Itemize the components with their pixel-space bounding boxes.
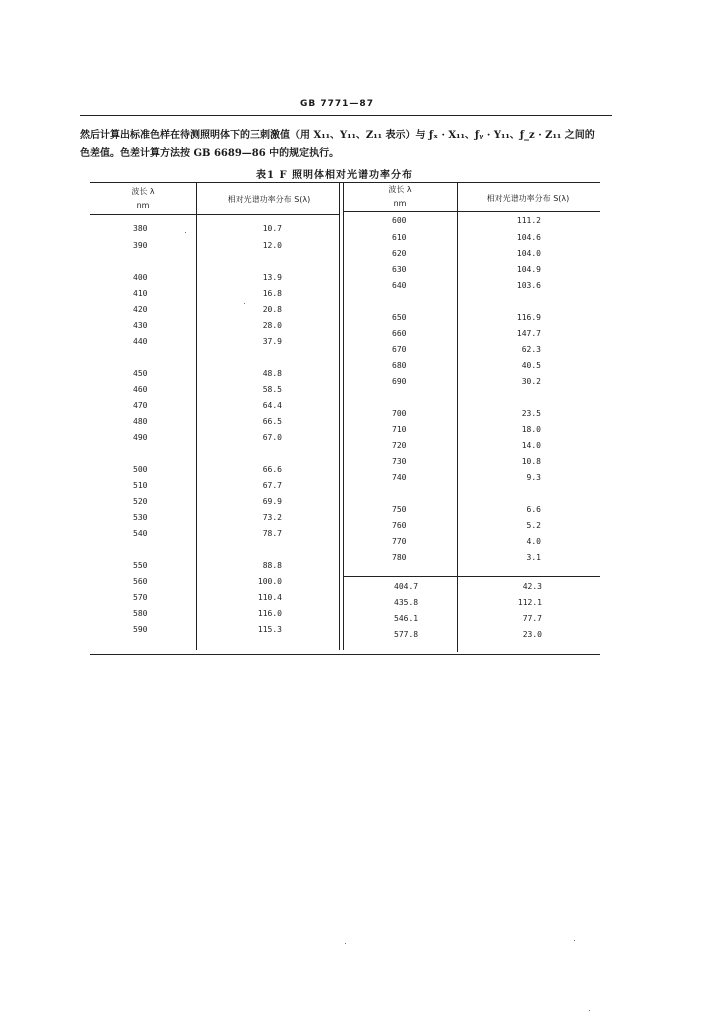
wavelength-cell: 530 xyxy=(133,513,148,522)
spd-value-cell: 147.7 xyxy=(516,329,541,338)
spd-value-cell: 20.8 xyxy=(262,305,282,314)
spd-value-cell: 6.6 xyxy=(526,505,541,514)
spd-value-cell: 3.1 xyxy=(526,553,541,562)
spd-value-cell: 69.9 xyxy=(262,497,282,506)
spd-value-cell: 16.8 xyxy=(262,289,282,298)
wavelength-cell: 550 xyxy=(133,561,148,570)
spd-value-cell: 67.7 xyxy=(262,481,282,490)
col3-header-unit: nm xyxy=(393,199,407,208)
paragraph-line-2: 色差值。色差计算方法按 GB 6689—86 中的规定执行。 xyxy=(80,148,340,159)
col3-header-label: 波长 λ xyxy=(388,185,412,194)
table-caption: 表1 F 照明体相对光谱功率分布 xyxy=(256,170,414,181)
table-extra-section-rule xyxy=(343,576,600,577)
table-bottom-rule xyxy=(90,654,600,655)
spd-value-cell: 28.0 xyxy=(262,321,282,330)
spd-value-cell: 48.8 xyxy=(262,369,282,378)
wavelength-cell: 620 xyxy=(392,249,407,258)
col2-header-spd: 相对光谱功率分布 S(λ) xyxy=(227,195,311,204)
spd-value-cell: 37.9 xyxy=(262,337,282,346)
spd-value-cell: 64.4 xyxy=(262,401,282,410)
wavelength-cell: 404.7 xyxy=(394,582,419,591)
table-divider-col3 xyxy=(457,182,458,652)
wavelength-cell: 660 xyxy=(392,329,407,338)
spd-value-cell: 103.6 xyxy=(516,281,541,290)
spd-value-cell: 14.0 xyxy=(521,441,541,450)
wavelength-cell: 680 xyxy=(392,361,407,370)
col1-header-wavelength xyxy=(110,186,176,210)
spd-value-cell: 18.0 xyxy=(521,425,541,434)
spd-value-cell: 10.7 xyxy=(262,224,282,233)
scan-speck xyxy=(185,232,186,233)
spd-value-cell: 4.0 xyxy=(526,537,541,546)
table-divider-middle-a xyxy=(339,182,340,650)
spd-value-cell: 111.2 xyxy=(516,216,541,225)
wavelength-cell: 600 xyxy=(392,216,407,225)
spd-value-cell: 73.2 xyxy=(262,513,282,522)
wavelength-cell: 430 xyxy=(133,321,148,330)
spd-value-cell: 88.8 xyxy=(262,561,282,570)
spd-value-cell: 100.0 xyxy=(257,577,282,586)
wavelength-cell: 577.8 xyxy=(394,630,419,639)
wavelength-cell: 410 xyxy=(133,289,148,298)
wavelength-cell: 580 xyxy=(133,609,148,618)
col4-header-spd: 相对光谱功率分布 S(λ) xyxy=(486,194,570,203)
wavelength-cell: 730 xyxy=(392,457,407,466)
wavelength-cell: 640 xyxy=(392,281,407,290)
wavelength-cell: 700 xyxy=(392,409,407,418)
spd-value-cell: 23.5 xyxy=(521,409,541,418)
spd-value-cell: 116.9 xyxy=(516,313,541,322)
spd-value-cell: 110.4 xyxy=(257,593,282,602)
spd-value-cell: 23.0 xyxy=(522,630,542,639)
spd-value-cell: 12.0 xyxy=(262,241,282,250)
spd-value-cell: 58.5 xyxy=(262,385,282,394)
wavelength-cell: 460 xyxy=(133,385,148,394)
spd-value-cell: 66.5 xyxy=(262,417,282,426)
wavelength-cell: 390 xyxy=(133,241,148,250)
wavelength-cell: 650 xyxy=(392,313,407,322)
spd-value-cell: 66.6 xyxy=(262,465,282,474)
spd-value-cell: 104.0 xyxy=(516,249,541,258)
wavelength-cell: 720 xyxy=(392,441,407,450)
spd-value-cell: 30.2 xyxy=(521,377,541,386)
wavelength-cell: 450 xyxy=(133,369,148,378)
standard-code-header: GB 7771—87 xyxy=(300,99,374,109)
wavelength-cell: 510 xyxy=(133,481,148,490)
wavelength-cell: 540 xyxy=(133,529,148,538)
col1-header-label: 波长 λ xyxy=(131,187,155,196)
spd-value-cell: 77.7 xyxy=(522,614,542,623)
table-top-rule xyxy=(90,182,600,183)
spd-value-cell: 104.6 xyxy=(516,233,541,242)
wavelength-cell: 546.1 xyxy=(394,614,419,623)
spd-value-cell: 67.0 xyxy=(262,433,282,442)
table-divider-col1 xyxy=(196,182,197,650)
spd-value-cell: 40.5 xyxy=(521,361,541,370)
wavelength-cell: 435.8 xyxy=(394,598,419,607)
spd-value-cell: 5.2 xyxy=(526,521,541,530)
wavelength-cell: 490 xyxy=(133,433,148,442)
spd-value-cell: 116.0 xyxy=(257,609,282,618)
spd-value-cell: 78.7 xyxy=(262,529,282,538)
wavelength-cell: 520 xyxy=(133,497,148,506)
wavelength-cell: 560 xyxy=(133,577,148,586)
scan-speck xyxy=(345,943,346,944)
spd-value-cell: 9.3 xyxy=(526,473,541,482)
spd-value-cell: 104.9 xyxy=(516,265,541,274)
header-rule xyxy=(80,115,612,116)
wavelength-cell: 570 xyxy=(133,593,148,602)
col3-header-wavelength xyxy=(360,184,440,208)
table-header-rule-right xyxy=(343,211,600,212)
wavelength-cell: 630 xyxy=(392,265,407,274)
wavelength-cell: 440 xyxy=(133,337,148,346)
paragraph-line-1: 然后计算出标准色样在待测照明体下的三刺激值（用 X₁₁、Y₁₁、Z₁₁ 表示）与 ƒₓ · X₁₁、ƒᵧ · Y₁₁、ƒ_z · Z₁₁ 之间的 xyxy=(80,130,595,141)
spd-value-cell: 42.3 xyxy=(522,582,542,591)
wavelength-cell: 690 xyxy=(392,377,407,386)
body-paragraph xyxy=(80,127,610,163)
wavelength-cell: 780 xyxy=(392,553,407,562)
table-divider-middle-b xyxy=(343,182,344,650)
wavelength-cell: 760 xyxy=(392,521,407,530)
scan-speck xyxy=(244,303,245,304)
wavelength-cell: 380 xyxy=(133,224,148,233)
spd-value-cell: 112.1 xyxy=(517,598,542,607)
wavelength-cell: 590 xyxy=(133,625,148,634)
wavelength-cell: 480 xyxy=(133,417,148,426)
spd-value-cell: 10.8 xyxy=(521,457,541,466)
wavelength-cell: 740 xyxy=(392,473,407,482)
wavelength-cell: 470 xyxy=(133,401,148,410)
wavelength-cell: 670 xyxy=(392,345,407,354)
scan-speck xyxy=(574,940,575,941)
wavelength-cell: 750 xyxy=(392,505,407,514)
wavelength-cell: 420 xyxy=(133,305,148,314)
col1-header-unit: nm xyxy=(136,201,150,210)
wavelength-cell: 500 xyxy=(133,465,148,474)
spd-value-cell: 115.3 xyxy=(257,625,282,634)
wavelength-cell: 770 xyxy=(392,537,407,546)
spd-value-cell: 13.9 xyxy=(262,273,282,282)
scan-speck xyxy=(589,1010,590,1011)
wavelength-cell: 610 xyxy=(392,233,407,242)
wavelength-cell: 400 xyxy=(133,273,148,282)
table-header-rule-left xyxy=(90,214,340,215)
wavelength-cell: 710 xyxy=(392,425,407,434)
spd-value-cell: 62.3 xyxy=(521,345,541,354)
